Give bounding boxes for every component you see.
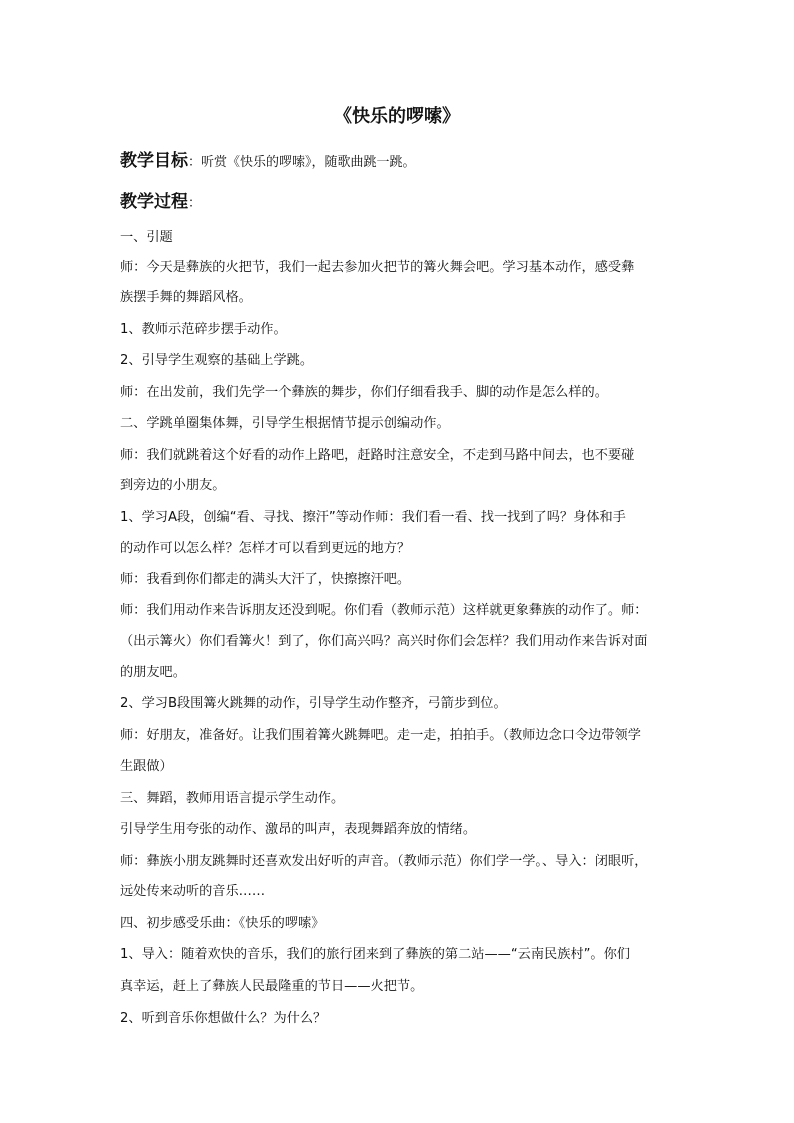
- text-line: 师：我们用动作来告诉朋友还没到呢。你们看（教师示范）这样就更象彝族的动作了。师：: [120, 603, 648, 618]
- text-line: 的动作可以怎么样？怎样才可以看到更远的地方？: [120, 541, 411, 556]
- text-line: 远处传来动听的音乐……: [120, 884, 266, 899]
- text-line: 师：我们就跳着这个好看的动作上路吧，赶路时注意安全，不走到马路中间去，也不要碰: [120, 448, 635, 463]
- text-line: 1、学习A段，创编“看、寻找、擦汗”等动作师：我们看一看、找一找到了吗？身体和手: [120, 510, 626, 525]
- text-line: 真幸运，赶上了彝族人民最隆重的节日——火把节。: [120, 979, 424, 994]
- text-line: 师：彝族小朋友跳舞时还喜欢发出好听的声音。（教师示范）你们学一学。、导入：闭眼听，: [120, 854, 648, 869]
- text-line: 2、引导学生观察的基础上学跳。: [120, 353, 314, 368]
- process-label: 教学过程: [120, 192, 188, 212]
- objective-text: ：听赏《快乐的啰嗦》，随歌曲跳一跳。: [188, 155, 416, 170]
- text-line: 2、听到音乐你想做什么？为什么？: [120, 1011, 327, 1026]
- text-line: 的朋友吧。: [120, 665, 186, 680]
- text-line: 师：我看到你们都走的满头大汗了，快擦擦汗吧。: [120, 572, 411, 587]
- objective-label: 教学目标: [120, 151, 188, 171]
- text-line: 师：好朋友，准备好。让我们围着篝火跳舞吧。走一走，拍拍手。（教师边念口令边带领学: [120, 728, 641, 743]
- document-title: 《快乐的啰嗦》: [334, 106, 460, 127]
- text-line: 四、初步感受乐曲：《快乐的啰嗦》: [120, 916, 325, 931]
- text-line: 师：在出发前，我们先学一个彝族的舞步，你们仔细看我手、脚的动作是怎么样的。: [120, 385, 608, 400]
- text-line: 到旁边的小朋友。: [120, 478, 226, 493]
- text-line: 三、舞蹈，教师用语言提示学生动作。: [120, 791, 345, 806]
- text-line: 族摆手舞的舞蹈风格。: [120, 290, 252, 305]
- text-line: （出示篝火）你们看篝火！到了，你们高兴吗？高兴时你们会怎样？我们用动作来告诉对面: [120, 634, 648, 649]
- text-line: 1、导入：随着欢快的音乐，我们的旅行团来到了彝族的第二站——“云南民族村”。你们: [120, 947, 630, 962]
- process-colon: ：: [188, 196, 202, 211]
- text-line: 1、教师示范碎步摆手动作。: [120, 322, 287, 337]
- teaching-objective: [120, 148, 680, 176]
- text-line: 生跟做）: [120, 759, 173, 774]
- text-line: 二、学跳单圈集体舞，引导学生根据情节提示创编动作。: [120, 416, 450, 431]
- text-line: 一、引题: [120, 230, 173, 245]
- text-line: 师：今天是彝族的火把节，我们一起去参加火把节的篝火舞会吧。学习基本动作，感受彝: [120, 260, 635, 275]
- text-line: 引导学生用夸张的动作、激昂的叫声，表现舞蹈奔放的情绪。: [120, 822, 477, 837]
- teaching-process: [120, 189, 680, 217]
- text-line: 2、学习B段围篝火跳舞的动作，引导学生动作整齐，弓箭步到位。: [120, 696, 507, 711]
